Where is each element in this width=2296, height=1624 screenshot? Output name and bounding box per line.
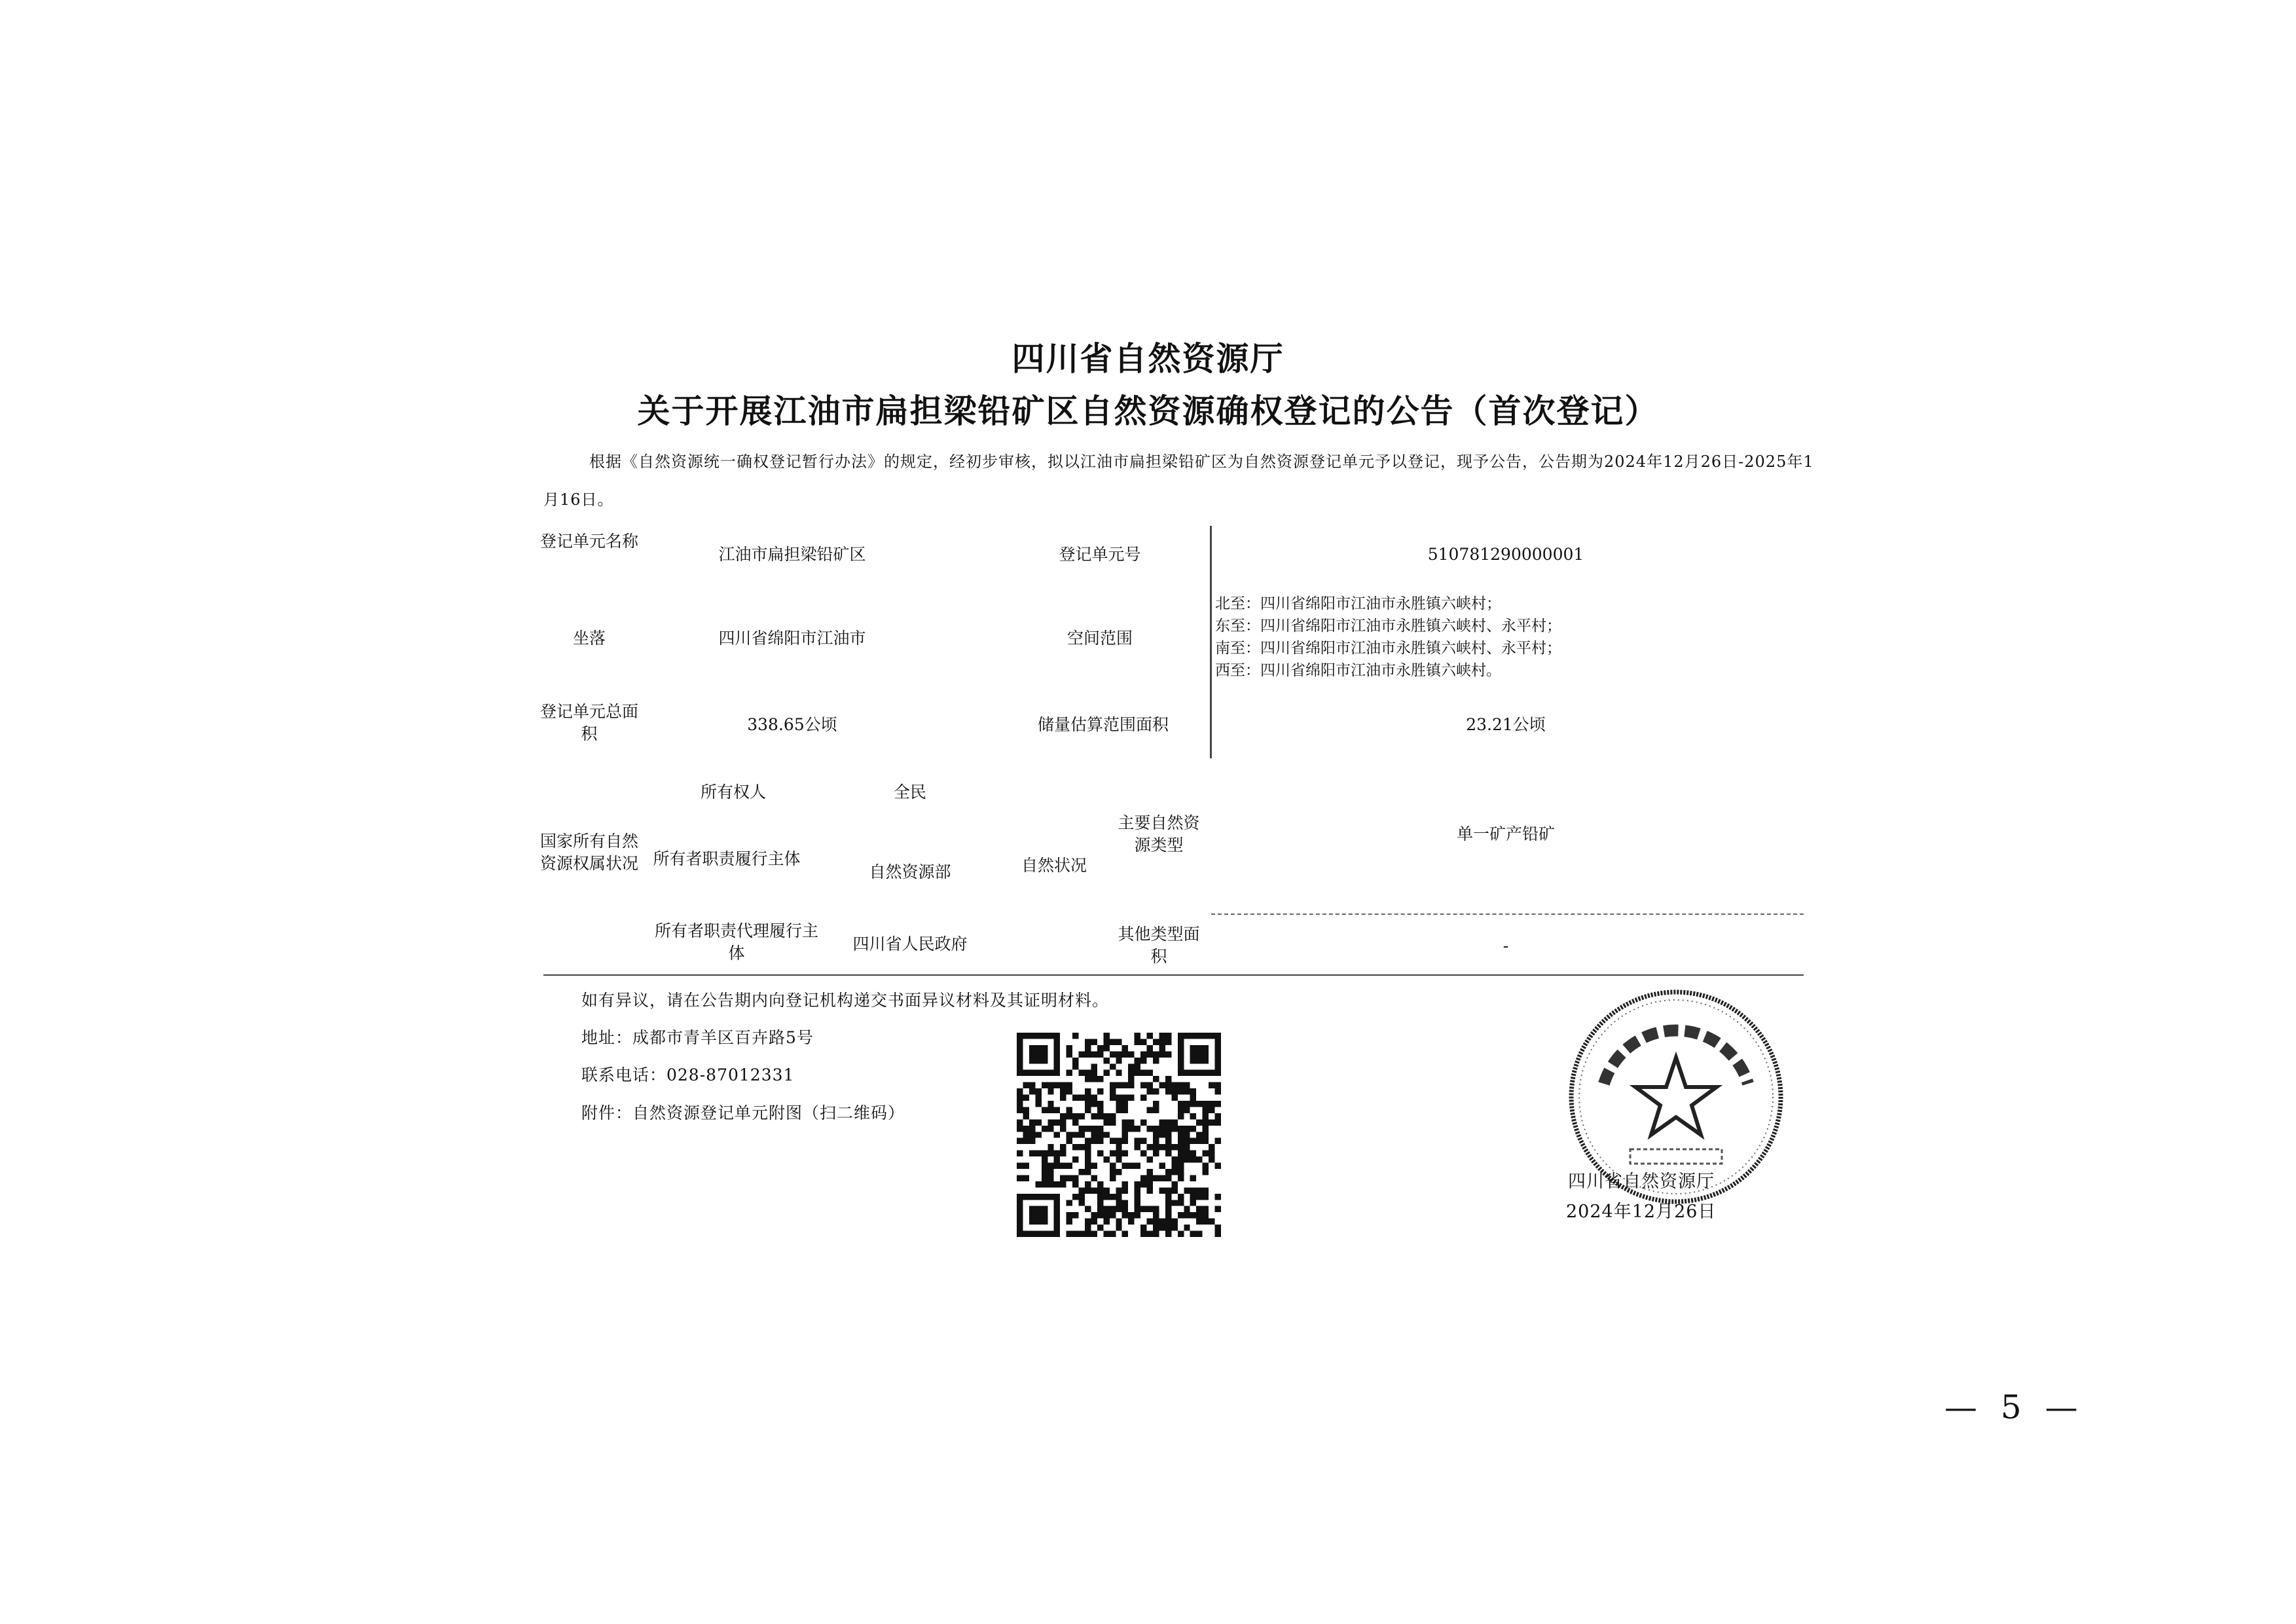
main-type-value: 单一矿产铅矿	[1456, 824, 1555, 843]
qr-code-icon[interactable]	[1011, 1033, 1227, 1237]
duty-value: 自然资源部	[869, 862, 951, 881]
unit-name-label: 登记单元名称	[540, 532, 639, 551]
extent-north: 北至：四川省绵阳市江油市永胜镇六峡村；	[1215, 595, 1501, 612]
attachment-line: 附件：自然资源登记单元附图（扫二维码）	[581, 1103, 905, 1122]
unit-no-value: 510781290000001	[1427, 545, 1584, 564]
duty-label: 所有者职责履行主体	[653, 849, 801, 868]
table-rule-bottom	[543, 974, 1804, 976]
table-divider-vertical	[1210, 526, 1212, 758]
location-label: 坐落	[572, 629, 606, 648]
page-number: — 5 —	[1944, 1388, 2085, 1426]
ownership-group-label: 国家所有自然资源权属状况	[540, 832, 639, 873]
proxy-label: 所有者职责代理履行主体	[654, 921, 818, 963]
phone-line: 联系电话：028-87012331	[581, 1065, 795, 1084]
owner-label: 所有权人	[700, 783, 766, 802]
area-value: 338.65公顷	[747, 715, 837, 734]
other-label: 其他类型面积	[1118, 925, 1200, 966]
other-value: -	[1503, 936, 1509, 955]
address-line: 地址：成都市青羊区百卉路5号	[581, 1028, 814, 1047]
proxy-value: 四川省人民政府	[852, 934, 968, 953]
area-label: 登记单元总面积	[540, 702, 639, 743]
nature-label: 自然状况	[1021, 856, 1087, 875]
extent-south: 南至：四川省绵阳市江油市永胜镇六峡村、永平村；	[1215, 640, 1561, 657]
title-line-1: 四川省自然资源厅	[1011, 339, 1285, 378]
reserve-value: 23.21公顷	[1466, 715, 1546, 734]
extent-west: 西至：四川省绵阳市江油市永胜镇六峡村。	[1215, 662, 1501, 679]
extent-list	[1215, 593, 1561, 682]
objection-note: 如有异议，请在公告期内向登记机构递交书面异议材料及其证明材料。	[581, 991, 1110, 1010]
extent-label: 空间范围	[1066, 629, 1133, 648]
unit-name-value: 江油市扁担梁铅矿区	[718, 545, 866, 564]
owner-value: 全民	[893, 783, 926, 802]
table-rule-other	[1211, 913, 1804, 915]
intro-paragraph: 根据《自然资源统一确权登记暂行办法》的规定，经初步审核，拟以江油市扁担梁铅矿区为自然资源登记单元予以登记，现予公告，公告期为2024年12月26日-2025年1月16日。	[543, 452, 1814, 509]
unit-no-label: 登记单元号	[1059, 545, 1141, 564]
seal-org-name: 四川省自然资源厅	[1568, 1172, 1715, 1192]
seal-date: 2024年12月26日	[1566, 1202, 1717, 1222]
title-line-2: 关于开展江油市扁担梁铅矿区自然资源确权登记的公告（首次登记）	[637, 392, 1659, 430]
reserve-label: 储量估算范围面积	[1037, 715, 1169, 734]
location-value: 四川省绵阳市江油市	[718, 629, 866, 648]
extent-east: 东至：四川省绵阳市江油市永胜镇六峡村、永平村；	[1215, 618, 1561, 635]
main-type-label: 主要自然资源类型	[1118, 813, 1200, 855]
